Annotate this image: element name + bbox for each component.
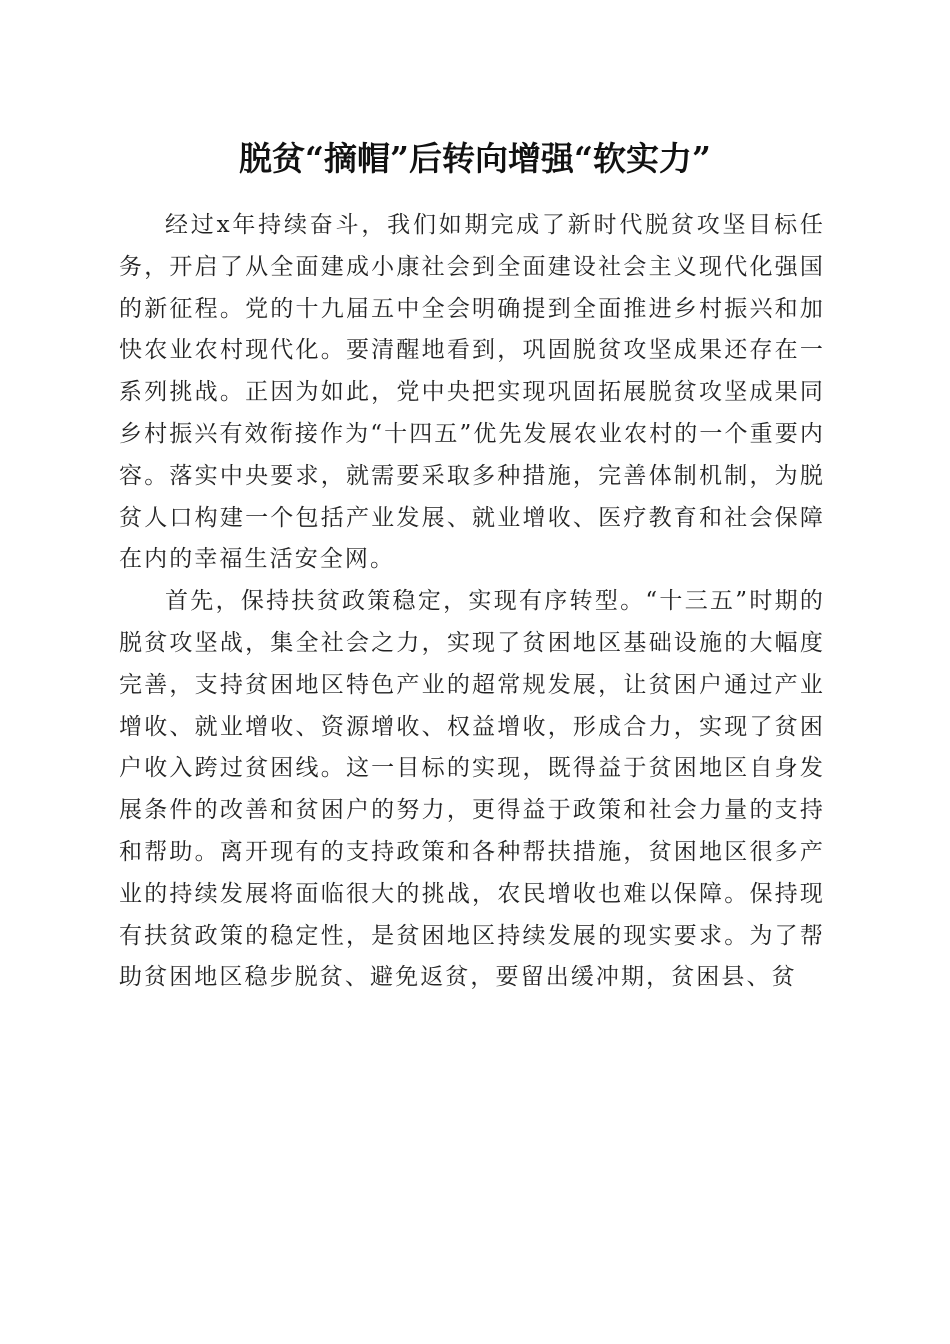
document-body: [119, 205, 825, 999]
document-title: 脱贫“摘帽”后转向增强“软实力”: [239, 139, 711, 178]
paragraph-first-point: 首先，保持扶贫政策稳定，实现有序转型。“十三五”时期的脱贫攻坚战，集全社会之力，实现了贫困地区基础设施的大幅度完善，支持贫困地区特色产业的超常规发展，让贫困户通过产业增收、就业增收、资源增收、权益增收，形成合力，实现了贫困户收入跨过贫困线。这一目标的实现，既得益于贫困地区自身发展条件的改善和贫困户的努力，更得益于政策和社会力量的支持和帮助。离开现有的支持政策和各种帮扶措施，贫困地区很多产业的持续发展将面临很大的挑战，农民增收也难以保障。保持现有扶贫政策的稳定性，是贫困地区持续发展的现实要求。为了帮助贫困地区稳步脱贫、避免返贫，要留出缓冲期，贫困县、贫: [119, 588, 825, 991]
paragraph-intro: 经过x年持续奋斗，我们如期完成了新时代脱贫攻坚目标任务，开启了从全面建成小康社会到全面建设社会主义现代化强国的新征程。党的十九届五中全会明确提到全面推进乡村振兴和加快农业农村现代化。要清醒地看到，巩固脱贫攻坚成果还存在一系列挑战。正因为如此，党中央把实现巩固拓展脱贫攻坚成果同乡村振兴有效衔接作为“十四五”优先发展农业农村的一个重要内容。落实中央要求，就需要采取多种措施，完善体制机制，为脱贫人口构建一个包括产业发展、就业增收、医疗教育和社会保障在内的幸福生活安全网。: [119, 212, 825, 573]
